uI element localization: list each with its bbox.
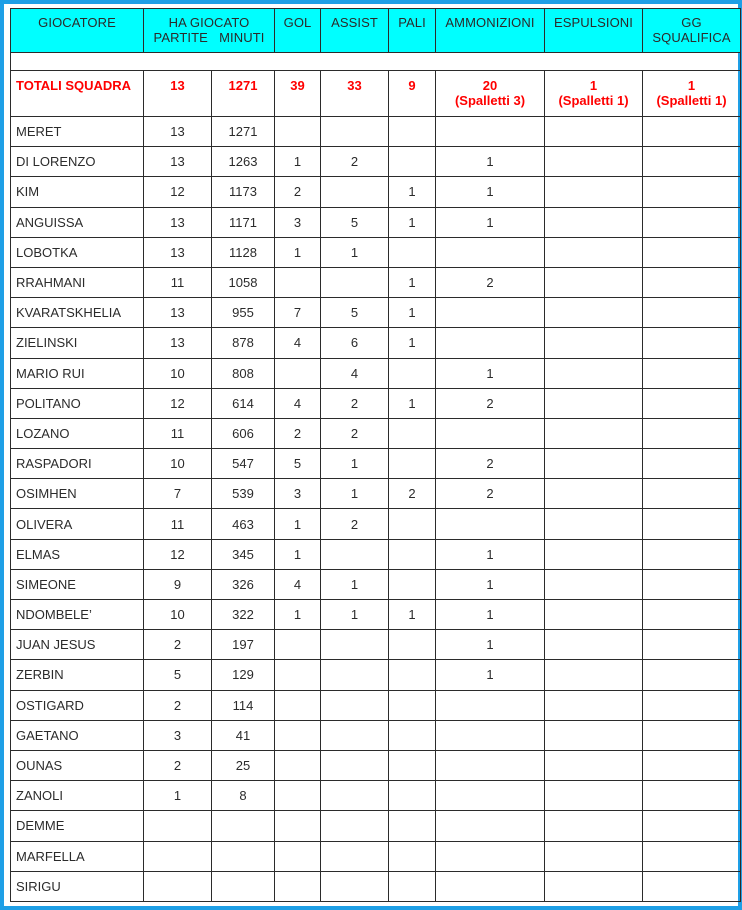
player-assists: 2 xyxy=(321,418,389,448)
player-assists: 1 xyxy=(321,237,389,267)
player-name: KVARATSKHELIA xyxy=(11,298,144,328)
table-row xyxy=(11,479,741,509)
player-yellow-cards xyxy=(436,720,545,750)
player-goals xyxy=(275,871,321,901)
player-posts xyxy=(389,720,436,750)
player-red-cards xyxy=(545,781,643,811)
table-row xyxy=(11,177,741,207)
player-assists xyxy=(321,871,389,901)
player-posts xyxy=(389,690,436,720)
player-assists: 5 xyxy=(321,207,389,237)
player-yellow-cards xyxy=(436,509,545,539)
player-yellow-cards: 1 xyxy=(436,147,545,177)
player-suspension xyxy=(643,811,741,841)
player-assists xyxy=(321,781,389,811)
player-posts: 1 xyxy=(389,207,436,237)
player-posts: 1 xyxy=(389,600,436,630)
player-minutes: 1263 xyxy=(212,147,275,177)
table-row xyxy=(11,750,741,780)
player-assists xyxy=(321,811,389,841)
player-yellow-cards: 1 xyxy=(436,600,545,630)
col-header-player: GIOCATORE xyxy=(11,9,144,53)
player-suspension xyxy=(643,117,741,147)
player-assists: 1 xyxy=(321,600,389,630)
player-name: ZIELINSKI xyxy=(11,328,144,358)
table-row xyxy=(11,841,741,871)
player-posts xyxy=(389,781,436,811)
player-name: GAETANO xyxy=(11,720,144,750)
player-assists: 2 xyxy=(321,147,389,177)
player-suspension xyxy=(643,841,741,871)
totals-minutes: 1271 xyxy=(212,71,275,117)
player-assists xyxy=(321,630,389,660)
player-yellow-cards: 1 xyxy=(436,539,545,569)
player-yellow-cards xyxy=(436,841,545,871)
totals-yellow-cards xyxy=(436,71,545,117)
player-assists: 1 xyxy=(321,479,389,509)
player-assists: 5 xyxy=(321,298,389,328)
player-minutes: 1171 xyxy=(212,207,275,237)
player-minutes: 197 xyxy=(212,630,275,660)
player-posts xyxy=(389,630,436,660)
player-name: DEMME xyxy=(11,811,144,841)
player-assists: 6 xyxy=(321,328,389,358)
player-posts xyxy=(389,237,436,267)
player-minutes: 8 xyxy=(212,781,275,811)
played-label: HA GIOCATO xyxy=(168,15,250,30)
player-yellow-cards xyxy=(436,298,545,328)
player-matches: 13 xyxy=(144,147,212,177)
player-suspension xyxy=(643,750,741,780)
player-minutes: 614 xyxy=(212,388,275,418)
player-red-cards xyxy=(545,177,643,207)
table-row xyxy=(11,690,741,720)
player-name: POLITANO xyxy=(11,388,144,418)
player-goals: 4 xyxy=(275,569,321,599)
player-red-cards xyxy=(545,207,643,237)
player-red-cards xyxy=(545,630,643,660)
player-red-cards xyxy=(545,479,643,509)
player-red-cards xyxy=(545,237,643,267)
totals-assists: 33 xyxy=(321,71,389,117)
player-name: ZANOLI xyxy=(11,781,144,811)
player-goals: 1 xyxy=(275,539,321,569)
player-matches: 10 xyxy=(144,449,212,479)
player-minutes: 1271 xyxy=(212,117,275,147)
table-row xyxy=(11,298,741,328)
player-suspension xyxy=(643,388,741,418)
player-name: RASPADORI xyxy=(11,449,144,479)
player-posts xyxy=(389,418,436,448)
player-minutes: 1128 xyxy=(212,237,275,267)
player-suspension xyxy=(643,600,741,630)
player-minutes: 606 xyxy=(212,418,275,448)
table-row xyxy=(11,418,741,448)
player-posts: 1 xyxy=(389,388,436,418)
player-suspension xyxy=(643,660,741,690)
player-matches xyxy=(144,841,212,871)
totals-label: TOTALI SQUADRA xyxy=(11,71,144,117)
player-red-cards xyxy=(545,660,643,690)
player-yellow-cards xyxy=(436,781,545,811)
player-goals xyxy=(275,660,321,690)
player-goals xyxy=(275,841,321,871)
col-header-suspension xyxy=(643,9,741,53)
player-matches: 13 xyxy=(144,237,212,267)
table-row xyxy=(11,267,741,297)
player-red-cards xyxy=(545,449,643,479)
player-assists xyxy=(321,750,389,780)
player-assists xyxy=(321,720,389,750)
player-goals: 1 xyxy=(275,237,321,267)
col-header-posts: PALI xyxy=(389,9,436,53)
player-minutes xyxy=(212,841,275,871)
table-row xyxy=(11,207,741,237)
player-posts xyxy=(389,358,436,388)
player-matches: 13 xyxy=(144,117,212,147)
table-row xyxy=(11,539,741,569)
player-posts xyxy=(389,569,436,599)
player-goals: 3 xyxy=(275,479,321,509)
player-red-cards xyxy=(545,328,643,358)
player-yellow-cards: 2 xyxy=(436,479,545,509)
player-assists xyxy=(321,267,389,297)
player-matches: 9 xyxy=(144,569,212,599)
player-goals xyxy=(275,630,321,660)
player-posts: 1 xyxy=(389,177,436,207)
player-matches: 2 xyxy=(144,750,212,780)
player-posts xyxy=(389,539,436,569)
player-suspension xyxy=(643,328,741,358)
player-minutes: 41 xyxy=(212,720,275,750)
player-matches: 11 xyxy=(144,509,212,539)
player-suspension xyxy=(643,418,741,448)
col-header-played xyxy=(144,9,275,53)
player-name: LOBOTKA xyxy=(11,237,144,267)
player-assists: 4 xyxy=(321,358,389,388)
table-row xyxy=(11,630,741,660)
totals-red-value: 1 xyxy=(589,78,598,93)
player-posts: 1 xyxy=(389,298,436,328)
player-suspension xyxy=(643,509,741,539)
player-goals xyxy=(275,720,321,750)
player-yellow-cards: 1 xyxy=(436,177,545,207)
player-suspension xyxy=(643,358,741,388)
suspension-label: GG xyxy=(681,15,702,30)
player-yellow-cards: 1 xyxy=(436,660,545,690)
player-assists xyxy=(321,117,389,147)
player-suspension xyxy=(643,690,741,720)
player-yellow-cards: 2 xyxy=(436,267,545,297)
player-posts xyxy=(389,750,436,780)
player-goals xyxy=(275,750,321,780)
player-red-cards xyxy=(545,600,643,630)
player-red-cards xyxy=(545,388,643,418)
table-row xyxy=(11,117,741,147)
player-minutes: 463 xyxy=(212,509,275,539)
player-suspension xyxy=(643,720,741,750)
player-suspension xyxy=(643,267,741,297)
table-row xyxy=(11,237,741,267)
player-yellow-cards: 2 xyxy=(436,388,545,418)
player-matches: 2 xyxy=(144,630,212,660)
player-yellow-cards xyxy=(436,690,545,720)
totals-red-cards xyxy=(545,71,643,117)
player-posts xyxy=(389,841,436,871)
table-row xyxy=(11,871,741,901)
player-matches: 2 xyxy=(144,690,212,720)
player-matches: 1 xyxy=(144,781,212,811)
player-suspension xyxy=(643,237,741,267)
player-minutes: 808 xyxy=(212,358,275,388)
player-minutes: 129 xyxy=(212,660,275,690)
spacer-row xyxy=(11,53,741,71)
player-name: ELMAS xyxy=(11,539,144,569)
spacer-cell xyxy=(11,53,741,71)
player-posts xyxy=(389,147,436,177)
player-goals: 7 xyxy=(275,298,321,328)
player-matches: 5 xyxy=(144,660,212,690)
player-minutes: 547 xyxy=(212,449,275,479)
player-goals xyxy=(275,690,321,720)
totals-matches: 13 xyxy=(144,71,212,117)
player-goals xyxy=(275,117,321,147)
player-minutes xyxy=(212,811,275,841)
player-minutes: 25 xyxy=(212,750,275,780)
player-suspension xyxy=(643,147,741,177)
player-assists xyxy=(321,690,389,720)
player-red-cards xyxy=(545,298,643,328)
player-yellow-cards xyxy=(436,418,545,448)
player-minutes: 878 xyxy=(212,328,275,358)
player-suspension xyxy=(643,871,741,901)
player-goals: 4 xyxy=(275,328,321,358)
player-matches: 13 xyxy=(144,328,212,358)
totals-yellow-note: (Spalletti 3) xyxy=(454,93,526,108)
player-goals: 1 xyxy=(275,600,321,630)
player-posts xyxy=(389,509,436,539)
totals-posts: 9 xyxy=(389,71,436,117)
player-yellow-cards xyxy=(436,811,545,841)
col-header-yellow-cards: AMMONIZIONI xyxy=(436,9,545,53)
player-red-cards xyxy=(545,509,643,539)
player-suspension xyxy=(643,177,741,207)
player-minutes: 955 xyxy=(212,298,275,328)
totals-red-note: (Spalletti 1) xyxy=(558,93,629,108)
player-red-cards xyxy=(545,750,643,780)
player-minutes: 1173 xyxy=(212,177,275,207)
player-matches xyxy=(144,811,212,841)
totals-suspension xyxy=(643,71,741,117)
player-posts: 1 xyxy=(389,267,436,297)
header-row xyxy=(11,9,741,53)
player-goals xyxy=(275,267,321,297)
player-name: DI LORENZO xyxy=(11,147,144,177)
player-suspension xyxy=(643,539,741,569)
player-red-cards xyxy=(545,871,643,901)
player-matches: 11 xyxy=(144,418,212,448)
player-minutes: 114 xyxy=(212,690,275,720)
player-name: SIMEONE xyxy=(11,569,144,599)
totals-row xyxy=(11,71,741,117)
totals-suspension-note: (Spalletti 1) xyxy=(656,93,727,108)
player-assists xyxy=(321,177,389,207)
player-name: SIRIGU xyxy=(11,871,144,901)
player-minutes xyxy=(212,871,275,901)
player-assists xyxy=(321,841,389,871)
player-assists: 1 xyxy=(321,449,389,479)
player-red-cards xyxy=(545,358,643,388)
player-name: MARFELLA xyxy=(11,841,144,871)
player-name: KIM xyxy=(11,177,144,207)
player-posts xyxy=(389,449,436,479)
player-name: RRAHMANI xyxy=(11,267,144,297)
player-goals: 2 xyxy=(275,418,321,448)
player-goals xyxy=(275,811,321,841)
table-row xyxy=(11,358,741,388)
suspension-sublabel: SQUALIFICA xyxy=(652,30,731,45)
player-minutes: 1058 xyxy=(212,267,275,297)
player-red-cards xyxy=(545,267,643,297)
player-red-cards xyxy=(545,117,643,147)
player-red-cards xyxy=(545,569,643,599)
player-red-cards xyxy=(545,147,643,177)
player-matches: 13 xyxy=(144,298,212,328)
player-matches: 12 xyxy=(144,388,212,418)
table-row xyxy=(11,569,741,599)
player-red-cards xyxy=(545,720,643,750)
player-suspension xyxy=(643,630,741,660)
player-assists xyxy=(321,660,389,690)
player-posts xyxy=(389,811,436,841)
player-name: LOZANO xyxy=(11,418,144,448)
totals-goals: 39 xyxy=(275,71,321,117)
player-yellow-cards: 1 xyxy=(436,358,545,388)
player-goals: 1 xyxy=(275,147,321,177)
player-suspension xyxy=(643,781,741,811)
player-yellow-cards: 1 xyxy=(436,569,545,599)
player-minutes: 322 xyxy=(212,600,275,630)
player-matches: 10 xyxy=(144,600,212,630)
player-suspension xyxy=(643,569,741,599)
table-row xyxy=(11,600,741,630)
player-name: OLIVERA xyxy=(11,509,144,539)
player-name: ANGUISSA xyxy=(11,207,144,237)
player-yellow-cards xyxy=(436,871,545,901)
player-suspension xyxy=(643,207,741,237)
player-matches: 13 xyxy=(144,207,212,237)
player-matches: 11 xyxy=(144,267,212,297)
table-row xyxy=(11,811,741,841)
player-yellow-cards: 2 xyxy=(436,449,545,479)
player-red-cards xyxy=(545,539,643,569)
player-posts: 1 xyxy=(389,328,436,358)
player-assists: 2 xyxy=(321,388,389,418)
player-red-cards xyxy=(545,841,643,871)
col-header-goals: GOL xyxy=(275,9,321,53)
player-matches: 10 xyxy=(144,358,212,388)
player-goals: 5 xyxy=(275,449,321,479)
player-assists xyxy=(321,539,389,569)
player-minutes: 326 xyxy=(212,569,275,599)
player-posts xyxy=(389,871,436,901)
player-matches: 12 xyxy=(144,177,212,207)
player-red-cards xyxy=(545,811,643,841)
player-name: OSTIGARD xyxy=(11,690,144,720)
table-row xyxy=(11,147,741,177)
player-red-cards xyxy=(545,418,643,448)
player-stats-table xyxy=(10,8,741,902)
played-sublabel: PARTITE MINUTI xyxy=(153,30,265,45)
player-yellow-cards xyxy=(436,237,545,267)
player-name: MERET xyxy=(11,117,144,147)
player-posts xyxy=(389,117,436,147)
player-name: OUNAS xyxy=(11,750,144,780)
player-yellow-cards: 1 xyxy=(436,207,545,237)
player-goals: 3 xyxy=(275,207,321,237)
player-name: NDOMBELE’ xyxy=(11,600,144,630)
col-header-assists: ASSIST xyxy=(321,9,389,53)
player-posts: 2 xyxy=(389,479,436,509)
player-matches: 7 xyxy=(144,479,212,509)
player-goals xyxy=(275,358,321,388)
table-row xyxy=(11,388,741,418)
player-suspension xyxy=(643,449,741,479)
col-header-red-cards: ESPULSIONI xyxy=(545,9,643,53)
player-minutes: 345 xyxy=(212,539,275,569)
player-goals: 1 xyxy=(275,509,321,539)
player-name: JUAN JESUS xyxy=(11,630,144,660)
table-row xyxy=(11,781,741,811)
player-suspension xyxy=(643,479,741,509)
player-assists: 2 xyxy=(321,509,389,539)
player-red-cards xyxy=(545,690,643,720)
table-row xyxy=(11,509,741,539)
player-yellow-cards xyxy=(436,117,545,147)
player-goals: 2 xyxy=(275,177,321,207)
player-name: OSIMHEN xyxy=(11,479,144,509)
player-yellow-cards xyxy=(436,750,545,780)
player-assists: 1 xyxy=(321,569,389,599)
player-posts xyxy=(389,660,436,690)
totals-yellow-value: 20 xyxy=(482,78,498,93)
player-goals: 4 xyxy=(275,388,321,418)
player-matches: 12 xyxy=(144,539,212,569)
table-row xyxy=(11,720,741,750)
player-name: ZERBIN xyxy=(11,660,144,690)
player-matches xyxy=(144,871,212,901)
player-name: MARIO RUI xyxy=(11,358,144,388)
player-minutes: 539 xyxy=(212,479,275,509)
player-yellow-cards: 1 xyxy=(436,630,545,660)
player-goals xyxy=(275,781,321,811)
table-row xyxy=(11,328,741,358)
player-matches: 3 xyxy=(144,720,212,750)
player-suspension xyxy=(643,298,741,328)
table-row xyxy=(11,660,741,690)
totals-suspension-value: 1 xyxy=(687,78,696,93)
table-row xyxy=(11,449,741,479)
player-yellow-cards xyxy=(436,328,545,358)
